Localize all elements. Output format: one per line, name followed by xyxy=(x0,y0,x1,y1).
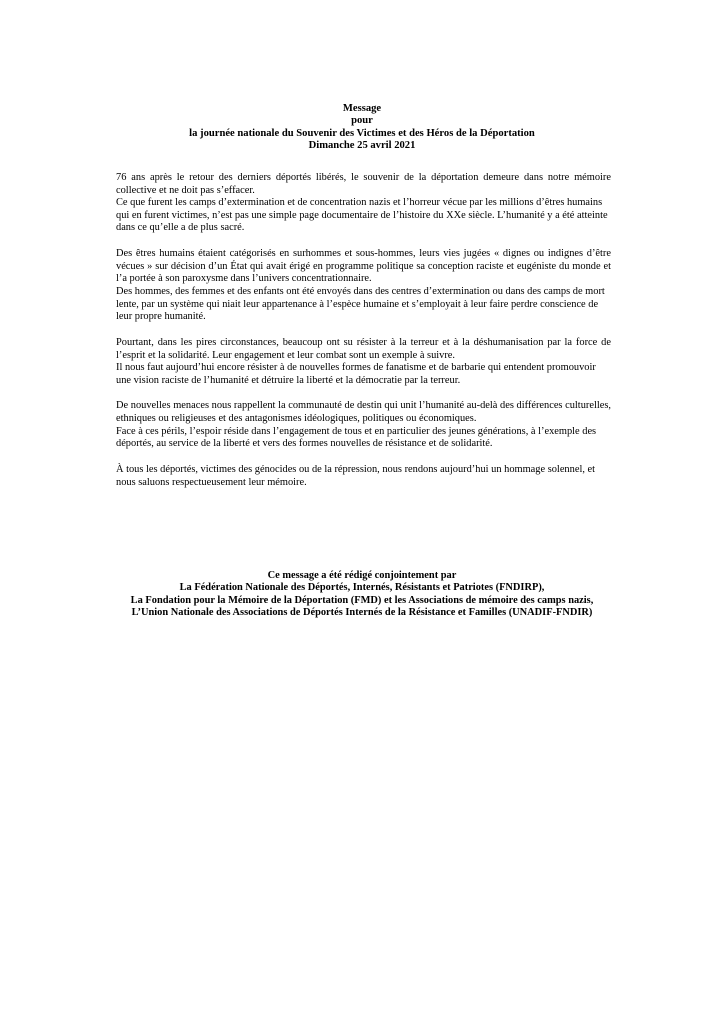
paragraph-1-line-2: Ce que furent les camps d’extermination et de concentration nazis et l’horreur vécue par les millions d’êtres humains qui en furent victimes, n’est pas une simple page documentaire de l’histoire du XXe siècle. L’humanité y a été atteinte dans ce qu’elle a de plus sacré. xyxy=(116,197,608,234)
paragraph-4-line-1: De nouvelles menaces nous rappellent la communauté de destin qui unit l’humanité au-delà des différences culturelles, ethniques ou religieuses et des antagonismes idéologiques, politiques ou économiques. xyxy=(116,400,611,425)
footer-line-intro: Ce message a été rédigé conjointement par xyxy=(267,570,457,581)
paragraph-3-line-1: Pourtant, dans les pires circonstances, beaucoup ont su résister à la terreur et à la déshumanisation par la force de l’esprit et la solidarité. Leur engagement et leur combat sont un exemple à suivre. xyxy=(116,336,611,361)
paragraph-3 xyxy=(116,337,611,387)
paragraph-5-line-1: À tous les déportés, victimes des génocides ou de la répression, nous rendons aujourd’hui un hommage solennel, et nous saluons respectueusement leur mémoire. xyxy=(116,464,596,488)
header-line-date: Dimanche 25 avril 2021 xyxy=(308,140,416,152)
paragraph-4 xyxy=(116,400,611,450)
paragraph-2-line-2: Des hommes, des femmes et des enfants ont été envoyés dans des centres d’extermination ou dans des camps de mort lente, par un système qui niait leur appartenance à l’espèce humaine et s’employait à leur faire perdre conscience de leur propre humanité. xyxy=(116,285,605,323)
paragraph-3-line-2: Il nous faut aujourd’hui encore résister à de nouvelles formes de fanatisme et de barbarie qui entendent promouvoir une vision raciste de l’humanité et détruire la liberté et la démocratie par la terreur. xyxy=(116,362,596,386)
message-body xyxy=(116,172,611,502)
paragraph-2 xyxy=(116,248,611,324)
message-header xyxy=(110,103,614,153)
paragraph-4-line-2: Face à ces périls, l’espoir réside dans l’engagement de tous et en particulier des jeunes générations, à l’exemple des déportés, au service de la liberté et vers des formes nouvelles de résistance et de solidarité. xyxy=(116,425,597,450)
paragraph-1 xyxy=(116,172,611,235)
footer-line-fndirp: La Fédération Nationale des Déportés, Internés, Résistants et Patriotes (FNDIRP), xyxy=(179,582,545,594)
header-line-message: Message xyxy=(342,103,382,114)
header-line-event: la journée nationale du Souvenir des Victimes et des Héros de la Déportation xyxy=(189,127,535,139)
footer-line-fmd: La Fondation pour la Mémoire de la Déportation (FMD) et les Associations de mémoire des camps nazis, xyxy=(130,594,594,606)
paragraph-5 xyxy=(116,464,611,489)
header-line-pour: pour xyxy=(351,115,373,127)
message-footer xyxy=(100,570,624,620)
footer-line-unadif: L’Union Nationale des Associations de Déportés Internés de la Résistance et Familles (UNADIF-FNDIR) xyxy=(131,607,593,619)
paragraph-1-line-1: 76 ans après le retour des derniers déportés libérés, le souvenir de la déportation demeure dans notre mémoire collective et ne doit pas s’effacer. xyxy=(116,172,611,196)
paragraph-2-line-1: Des êtres humains étaient catégorisés en surhommes et sous-hommes, leurs vies jugées « dignes ou indignes d’être vécues » sur décision d’un État qui avait érigé en programme politique sa conception raciste et eugéniste du monde et l’a portée à son paroxysme dans l’univers concentrationnaire. xyxy=(116,248,611,285)
